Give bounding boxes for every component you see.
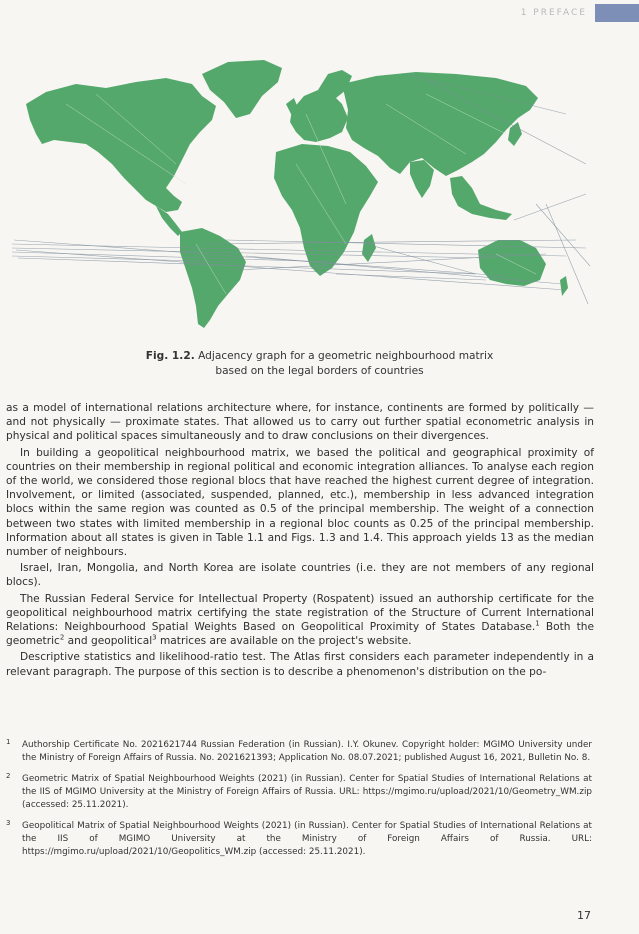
figure-label: Fig. 1.2. [145,350,195,362]
paragraph-1: as a model of international relations architecture where, for instance, continents are formed by politically — and not physically — proximate states. That allowed us to carry out further spatial econometric analysis in physical and political spaces simultaneously and to draw conclusions on their divergences. [6,402,594,443]
footnote-number: 1 [6,738,11,746]
paragraph-4-d: matrices are available on the project's website. [156,635,412,648]
footnote-3 [6,820,592,859]
footnote-text: Authorship Certificate No. 2021621744 Russian Federation (in Russian). I.Y. Okunev. Copyright holder: MGIMO University under the Ministry of Foreign Affairs of Russia. No. 2021621393; Application No. 08.07.2021; published August 16, 2021, Bulletin No. 8. [22,740,592,763]
footnote-2 [6,773,592,812]
paragraph-4-c: and geopolitical [64,635,153,648]
india-shape [410,160,434,198]
southeast-asia-shape [450,176,512,220]
madagascar-shape [362,234,376,262]
caption-line-2: based on the legal borders of countries [215,365,424,377]
footnote-ref-2: 2 [59,633,65,642]
footnote-number: 3 [6,819,11,827]
south-america-shape [180,228,246,328]
footnote-text: Geopolitical Matrix of Spatial Neighbourhood Weights (2021) (in Russian). Center for Spatial Studies of International Relations at the IIS of MGIMO University at the Ministry of Foreign Affairs of Russia. URL: https://mgimo.ru/upload/2021/10/Geopolitics_WM.zip (accessed: 25.11.2021). [22,821,592,857]
paragraph-5: Descriptive statistics and likelihood-ratio test. The Atlas first considers each parameter independently in a relevant paragraph. The purpose of this section is to describe a phenomenon's distribution on the po- [6,651,594,678]
page-number: 17 [577,909,591,922]
paragraph-2: In building a geopolitical neighbourhood matrix, we based the political and geographical proximity of countries on their membership in regional political and economic integration alliances. To analyse each region of the world, we considered those regional blocs that have reached the highest current degree of integration. Involvement, or limited (associated, suspended, planned, etc.), membership in less advanced integration blocs within the same region was counted as 0.5 of the principal membership. The weight of a connection between two states with limited membership in a regional bloc counts as 0.25 of the principal membership. Information about all states is given in Table 1.1 and Figs. 1.3 and 1.4. This approach yields 13 as the median number of neighbours. [6,446,594,559]
body-text [6,401,594,681]
footnote-number: 2 [6,772,11,780]
adjacency-graph-map [6,44,596,334]
paragraph-3: Israel, Iran, Mongolia, and North Korea are isolate countries (i.e. they are not members of any regional blocs). [6,562,594,589]
north-america-shape [26,78,216,212]
paragraph-4-a: The Russian Federal Service for Intellectual Property (Rospatent) issued an authorship certificate for the geopolitical neighbourhood matrix certifying the state registration of the Structure of Current International Relations: Neighbourhood Spatial Weights Based on Geopolitical Proximity of States Database. [6,592,594,634]
footnotes [6,739,592,867]
footnote-ref-3: 3 [152,633,157,642]
section-label: 1 PREFACE [520,8,587,18]
world-map-figure [6,44,596,334]
paragraph-4 [6,592,594,649]
caption-text-1: Adjacency graph for a geometric neighbourhood matrix [194,350,494,362]
new-zealand-shape [560,276,568,296]
paragraph-4-b: Both the geometric [6,621,594,648]
footnote-ref-1: 1 [535,619,540,628]
header-accent-bar [595,4,639,22]
figure-caption [0,349,639,379]
caption-line-1 [0,349,639,364]
europe-shape [290,90,348,142]
africa-shape [274,144,378,276]
footnote-1 [6,739,592,765]
footnote-text: Geometric Matrix of Spatial Neighbourhood Weights (2021) (in Russian). Center for Spatial Studies of International Relations at the IIS of MGIMO University at the Ministry of Foreign Affairs of Russia. URL: https://mgimo.ru/upload/2021/10/Geometry_WM.zip (accessed: 25.11.2021). [22,774,592,810]
running-header [521,4,639,22]
